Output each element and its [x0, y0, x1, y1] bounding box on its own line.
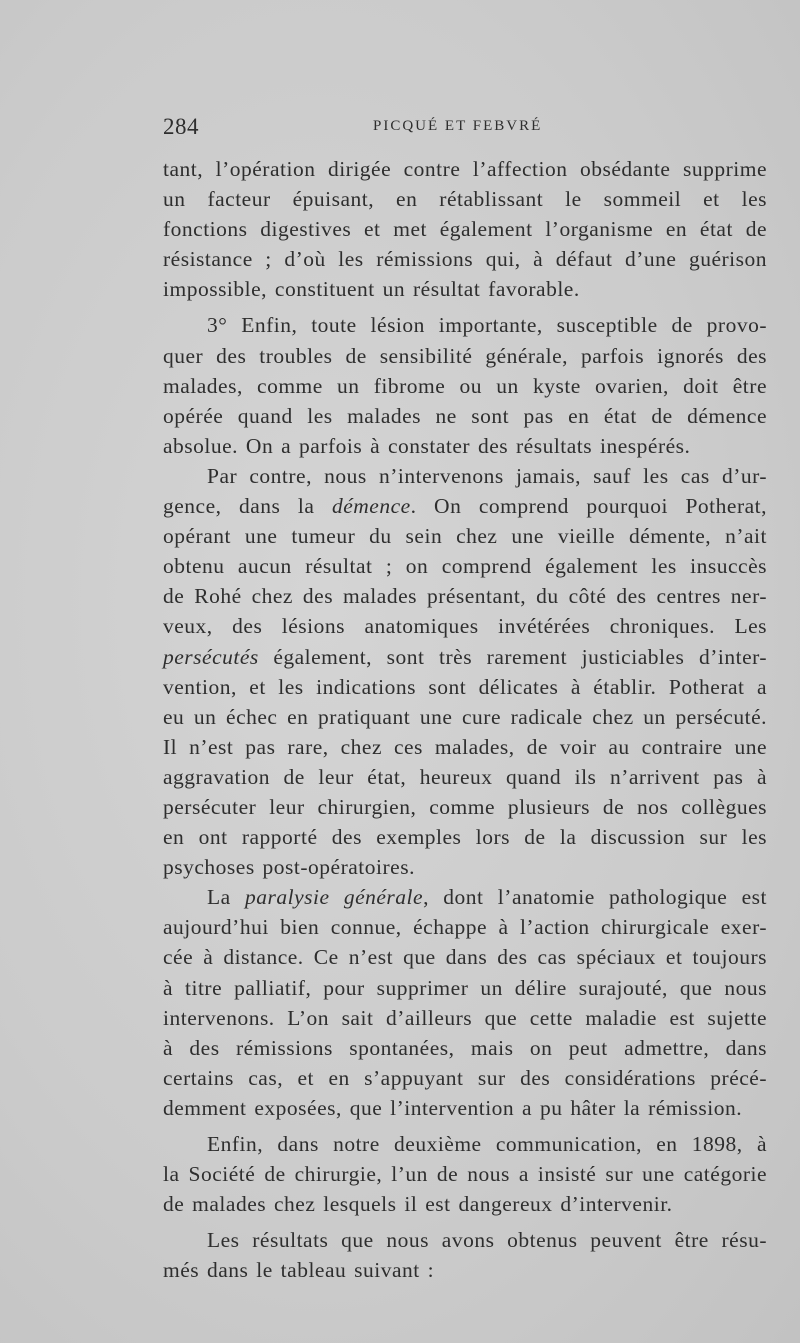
italic-term: persécutés [163, 644, 259, 669]
text-line: fonctions digestives et met également l’organisme en état de [163, 217, 767, 242]
paragraph [163, 1129, 767, 1219]
text-line: Enfin, dans notre deuxième communication, en 1898, à [207, 1132, 767, 1156]
text-line: veux, des lésions anatomiques invétérées chroniques. Les [163, 614, 767, 639]
text-line: demment exposées, que l’intervention a pu hâter la rémission. [163, 1095, 743, 1120]
text-line: à des rémissions spontanées, mais on peut admettre, dans [163, 1035, 767, 1060]
paragraph [163, 310, 767, 460]
text-line: cée à distance. Ce n’est que dans des cas spéciaux et toujours [163, 945, 767, 970]
text-run: , dont l’anatomie pathologique est [423, 885, 768, 910]
text-line: de malades chez lesquels il est dangereux d’intervenir. [163, 1192, 673, 1217]
page-number: 284 [163, 114, 199, 139]
paragraph [163, 461, 767, 882]
text-line: à titre palliatif, pour supprimer un délire surajouté, que nous [163, 975, 767, 1000]
text-line: aujourd’hui bien connue, échappe à l’action chirurgicale exer- [163, 915, 767, 940]
text-line: vention, et les indications sont délicates à établir. Potherat a [163, 674, 767, 699]
italic-term: démence [331, 494, 411, 519]
italic-term: paralysie générale [245, 885, 424, 910]
text-run: gence, dans la [163, 494, 315, 519]
text-line: psychoses post-opératoires. [163, 855, 415, 880]
text-line [163, 642, 767, 672]
text-line: opérée quand les malades ne sont pas en état de démence [163, 403, 767, 428]
text-line: persécuter leur chirurgien, comme plusieurs de nos collègues [163, 794, 767, 819]
text-line: malades, comme un fibrome ou un kyste ovarien, doit être [163, 373, 767, 398]
text-line [163, 491, 767, 521]
text-line: certains cas, et en s’appuyant sur des considérations précé- [163, 1065, 767, 1090]
text-run: La [207, 885, 231, 910]
text-line: opérant une tumeur du sein chez une vieille démente, n’ait [163, 524, 767, 549]
paragraph [163, 882, 767, 1123]
text-line [163, 882, 767, 912]
text-line: absolue. On a parfois à constater des résultats inespérés. [163, 433, 691, 458]
body-text [163, 154, 767, 1285]
text-line: un facteur épuisant, en rétablissant le sommeil et les [163, 187, 767, 212]
text-line: aggravation de leur état, heureux quand ils n’arrivent pas à [163, 764, 767, 789]
text-line: de Rohé chez des malades présentant, du côté des centres ner- [163, 584, 767, 609]
text-line: eu un échec en pratiquant une cure radicale chez un persécuté. [163, 704, 767, 729]
text-line: obtenu aucun résultat ; on comprend également les insuccès [163, 554, 767, 579]
text-line: quer des troubles de sensibilité générale, parfois ignorés des [163, 343, 767, 368]
text-line: tant, l’opération dirigée contre l’affection obsédante supprime [163, 157, 767, 181]
text-line: més dans le tableau suivant : [163, 1258, 435, 1283]
paragraph [163, 154, 767, 304]
text-line: 3° Enfin, toute lésion importante, susceptible de provo- [207, 313, 767, 338]
text-line: Il n’est pas rare, chez ces malades, de voir au contraire une [163, 734, 767, 759]
text-line: résistance ; d’où les rémissions qui, à défaut d’une guérison [163, 247, 767, 272]
text-line: Par contre, nous n’intervenons jamais, sauf les cas d’ur- [207, 463, 767, 488]
page-header [163, 114, 773, 144]
text-line: impossible, constituent un résultat favorable. [163, 277, 580, 302]
text-run: . On comprend pourquoi Potherat, [410, 494, 767, 519]
text-line: Les résultats que nous avons obtenus peuvent être résu- [207, 1228, 767, 1253]
text-line: la Société de chirurgie, l’un de nous a insisté sur une catégorie [163, 1162, 767, 1187]
text-line: en ont rapporté des exemples lors de la discussion sur les [163, 825, 767, 850]
text-line: intervenons. L’on sait d’ailleurs que cette maladie est sujette [163, 1005, 767, 1030]
text-run: également, sont très rarement justiciables d’inter- [258, 644, 767, 669]
paragraph [163, 1225, 767, 1285]
running-head: PICQUÉ ET FEBVRÉ [373, 118, 543, 134]
